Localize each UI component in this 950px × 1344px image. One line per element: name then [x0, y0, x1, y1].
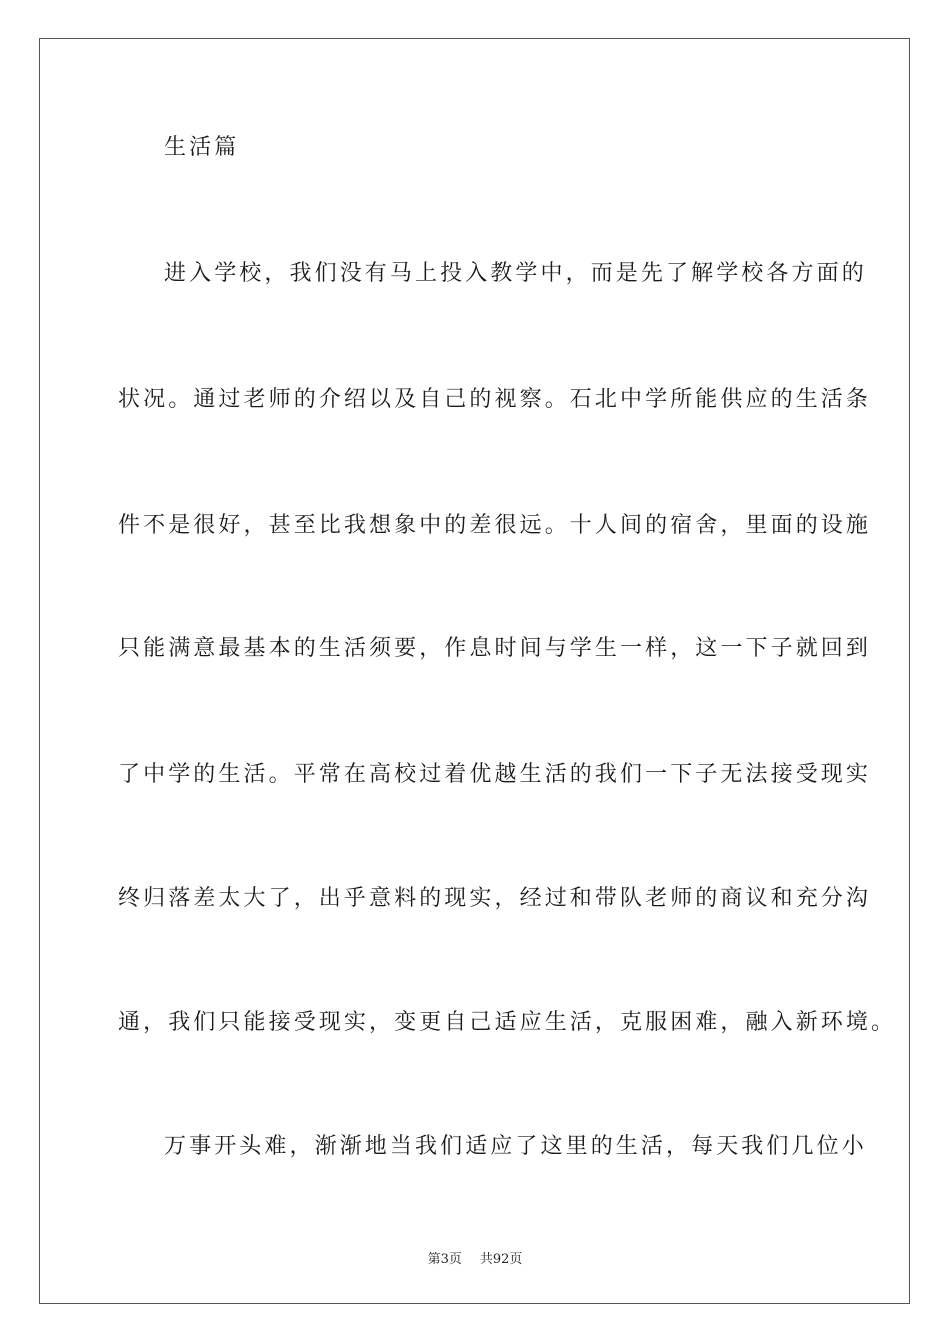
paragraph-line: 进入学校，我们没有马上投入教学中，而是先了解学校各方面的 [164, 261, 867, 286]
paragraph-line: 状况。通过老师的介绍以及自己的视察。石北中学所能供应的生活条 [118, 387, 872, 412]
paragraph-line: 通，我们只能接受现实，变更自己适应生活，克服困难，融入新环境。 [118, 1010, 897, 1035]
page-number: 第3页 [427, 1252, 462, 1267]
paragraph-line: 了中学的生活。平常在高校过着优越生活的我们一下子无法接受现实 [118, 762, 872, 787]
page-frame [39, 38, 910, 1304]
page-total: 共92页 [479, 1252, 523, 1267]
paragraph-line: 终归落差太大了，出乎意料的现实，经过和带队老师的商议和充分沟 [118, 886, 872, 911]
paragraph-line: 万事开头难，渐渐地当我们适应了这里的生活，每天我们几位小 [164, 1134, 867, 1159]
paragraph-line: 件不是很好，甚至比我想象中的差很远。十人间的宿舍，里面的设施 [118, 513, 872, 538]
page-footer [0, 1248, 950, 1267]
paragraph-line: 只能满意最基本的生活须要，作息时间与学生一样，这一下子就回到 [118, 636, 872, 661]
section-heading: 生活篇 [164, 135, 240, 160]
